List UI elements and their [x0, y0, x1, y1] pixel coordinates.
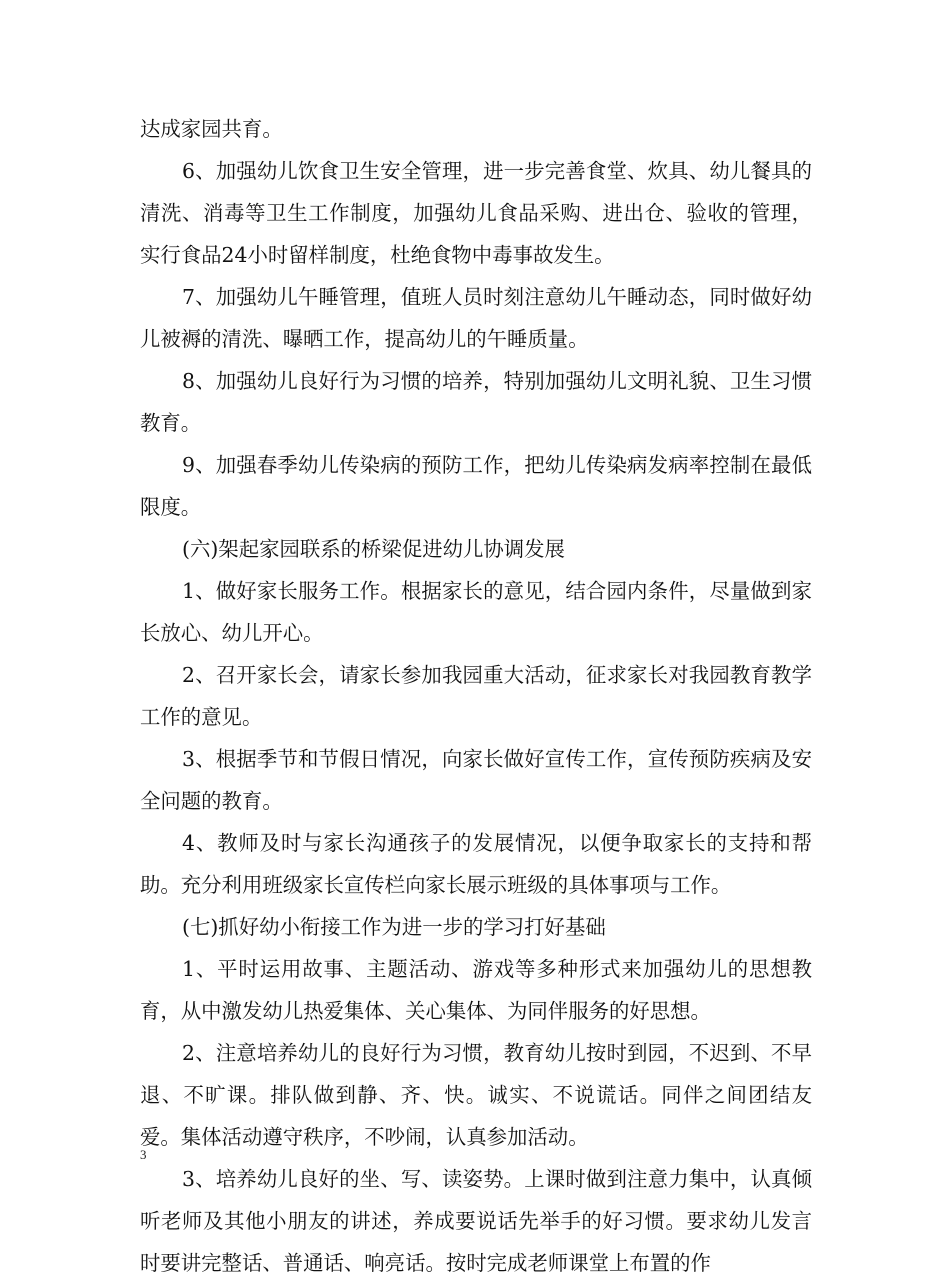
- paragraph: 8、加强幼儿良好行为习惯的培养，特别加强幼儿文明礼貌、卫生习惯教育。: [140, 369, 812, 435]
- paragraph: 3、根据季节和节假日情况，向家长做好宣传工作，宣传预防疾病及安全问题的教育。: [140, 747, 812, 813]
- paragraph: 达成家园共育。: [140, 117, 283, 141]
- section-heading: (六)架起家园联系的桥梁促进幼儿协调发展: [182, 537, 565, 561]
- paragraph: 7、加强幼儿午睡管理，值班人员时刻注意幼儿午睡动态，同时做好幼儿被褥的清洗、曝晒工作，提高幼儿的午睡质量。: [140, 285, 812, 351]
- paragraph: 2、注意培养幼儿的良好行为习惯，教育幼儿按时到园，不迟到、不早退、不旷课。排队做到静、齐、快。诚实、不说谎话。同伴之间团结友爱。集体活动遵守秩序，不吵闹，认真参加活动。: [140, 1041, 812, 1149]
- paragraph: 9、加强春季幼儿传染病的预防工作，把幼儿传染病发病率控制在最低限度。: [140, 453, 812, 519]
- page-number: 3: [140, 1147, 147, 1162]
- paragraph: 3、培养幼儿良好的坐、写、读姿势。上课时做到注意力集中，认真倾听老师及其他小朋友的讲述，养成要说话先举手的好习惯。要求幼儿发言时要讲完整话、普通话、响亮话。按时完成老师课堂上布置的作: [140, 1167, 812, 1275]
- paragraph: 6、加强幼儿饮食卫生安全管理，进一步完善食堂、炊具、幼儿餐具的清洗、消毒等卫生工作制度，加强幼儿食品采购、进出仓、验收的管理，实行食品24小时留样制度，杜绝食物中毒事故发生。: [140, 159, 812, 267]
- section-heading: (七)抓好幼小衔接工作为进一步的学习打好基础: [182, 915, 606, 939]
- paragraph: 1、做好家长服务工作。根据家长的意见，结合园内条件，尽量做到家长放心、幼儿开心。: [140, 579, 812, 645]
- paragraph: 2、召开家长会，请家长参加我园重大活动，征求家长对我园教育教学工作的意见。: [140, 663, 812, 729]
- document-body: [140, 108, 812, 1284]
- paragraph: 1、平时运用故事、主题活动、游戏等多种形式来加强幼儿的思想教育，从中激发幼儿热爱集体、关心集体、为同伴服务的好思想。: [140, 957, 812, 1023]
- paragraph: 4、教师及时与家长沟通孩子的发展情况，以便争取家长的支持和帮助。充分利用班级家长宣传栏向家长展示班级的具体事项与工作。: [140, 831, 812, 897]
